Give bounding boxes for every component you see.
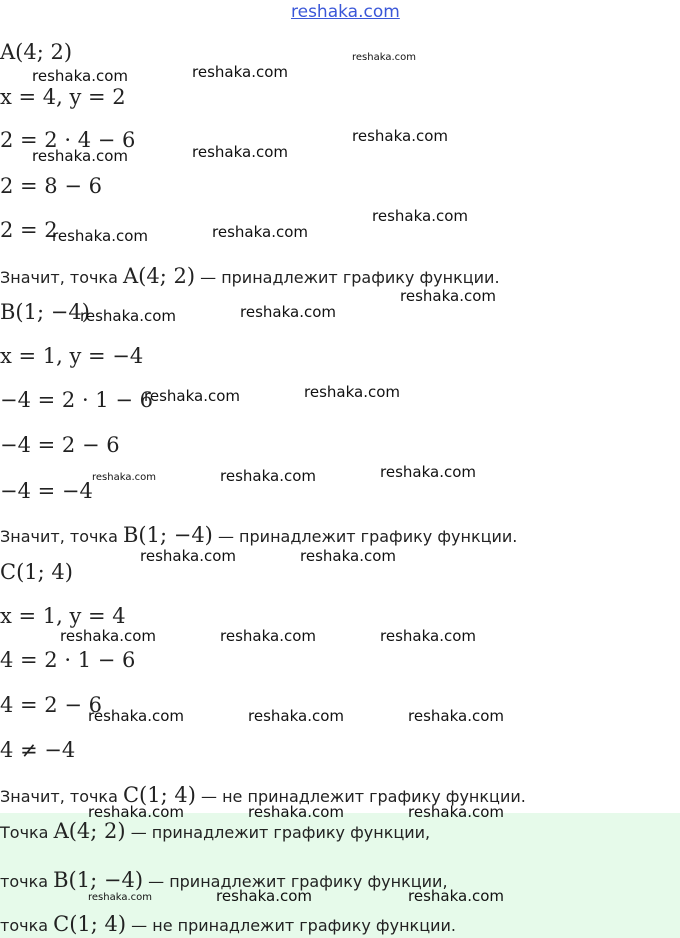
point-b-label: B(1; −4)	[0, 300, 90, 324]
conclusion-suffix: — не принадлежит графику функции.	[195, 787, 526, 806]
watermark: reshaka.com	[380, 627, 476, 645]
point-a-coords: x = 4, y = 2	[0, 85, 126, 109]
watermark: reshaka.com	[352, 52, 416, 63]
watermark: reshaka.com	[304, 383, 400, 401]
answer-line-3	[0, 912, 456, 936]
point-a-conclusion	[0, 264, 500, 288]
point-a-label: A(4; 2)	[0, 40, 73, 64]
watermark: reshaka.com	[80, 307, 176, 325]
point-b-result: −4 = −4	[0, 479, 93, 503]
watermark: reshaka.com	[140, 547, 236, 565]
watermark: reshaka.com	[32, 147, 128, 165]
watermark: reshaka.com	[400, 287, 496, 305]
point-a-simplified: 2 = 8 − 6	[0, 174, 102, 198]
answer-point: C(1; 4)	[53, 912, 127, 936]
conclusion-point: C(1; 4)	[122, 783, 196, 807]
watermark: reshaka.com	[192, 143, 288, 161]
point-b-conclusion	[0, 523, 517, 547]
answer-suffix: — принадлежит графику функции,	[125, 823, 431, 842]
answer-suffix: — принадлежит графику функции,	[143, 872, 448, 891]
conclusion-suffix: — принадлежит графику функции.	[212, 527, 518, 546]
watermark: reshaka.com	[300, 547, 396, 565]
answer-point: B(1; −4)	[53, 868, 144, 892]
point-b-coords: x = 1, y = −4	[0, 344, 144, 368]
point-c-label: C(1; 4)	[0, 560, 73, 584]
watermark: reshaka.com	[212, 223, 308, 241]
watermark: reshaka.com	[32, 67, 128, 85]
watermark: reshaka.com	[248, 803, 344, 821]
point-c-coords: x = 1, y = 4	[0, 604, 126, 628]
point-b-substitution: −4 = 2 · 1 − 6	[0, 388, 153, 412]
watermark: reshaka.com	[352, 127, 448, 145]
point-a-substitution: 2 = 2 · 4 − 6	[0, 128, 136, 152]
watermark: reshaka.com	[248, 707, 344, 725]
answer-prefix: Точка	[0, 823, 54, 842]
watermark: reshaka.com	[88, 892, 152, 903]
watermark: reshaka.com	[220, 627, 316, 645]
answer-prefix: точка	[0, 872, 54, 891]
answer-point: A(4; 2)	[53, 819, 126, 843]
point-c-substitution: 4 = 2 · 1 − 6	[0, 648, 136, 672]
answer-prefix: точка	[0, 916, 54, 935]
watermark: reshaka.com	[60, 627, 156, 645]
conclusion-point: A(4; 2)	[122, 264, 196, 288]
watermark: reshaka.com	[220, 467, 316, 485]
watermark: reshaka.com	[88, 707, 184, 725]
watermark: reshaka.com	[372, 207, 468, 225]
conclusion-point: B(1; −4)	[122, 523, 213, 547]
conclusion-prefix: Значит, точка	[0, 268, 123, 287]
answer-line-1	[0, 819, 430, 843]
answer-suffix: — не принадлежит графику функции.	[126, 916, 456, 935]
watermark: reshaka.com	[408, 803, 504, 821]
point-a-result: 2 = 2	[0, 218, 58, 242]
conclusion-suffix: — принадлежит графику функции.	[195, 268, 500, 287]
watermark: reshaka.com	[52, 227, 148, 245]
site-link[interactable]: reshaka.com	[291, 2, 400, 22]
watermark: reshaka.com	[408, 707, 504, 725]
point-c-simplified: 4 = 2 − 6	[0, 693, 102, 717]
watermark: reshaka.com	[380, 463, 476, 481]
watermark: reshaka.com	[144, 387, 240, 405]
watermark: reshaka.com	[216, 887, 312, 905]
point-b-simplified: −4 = 2 − 6	[0, 433, 120, 457]
watermark: reshaka.com	[408, 887, 504, 905]
point-c-result: 4 ≠ −4	[0, 738, 76, 762]
conclusion-prefix: Значит, точка	[0, 787, 123, 806]
conclusion-prefix: Значит, точка	[0, 527, 123, 546]
watermark: reshaka.com	[92, 472, 156, 483]
watermark: reshaka.com	[240, 303, 336, 321]
watermark: reshaka.com	[88, 803, 184, 821]
watermark: reshaka.com	[192, 63, 288, 81]
